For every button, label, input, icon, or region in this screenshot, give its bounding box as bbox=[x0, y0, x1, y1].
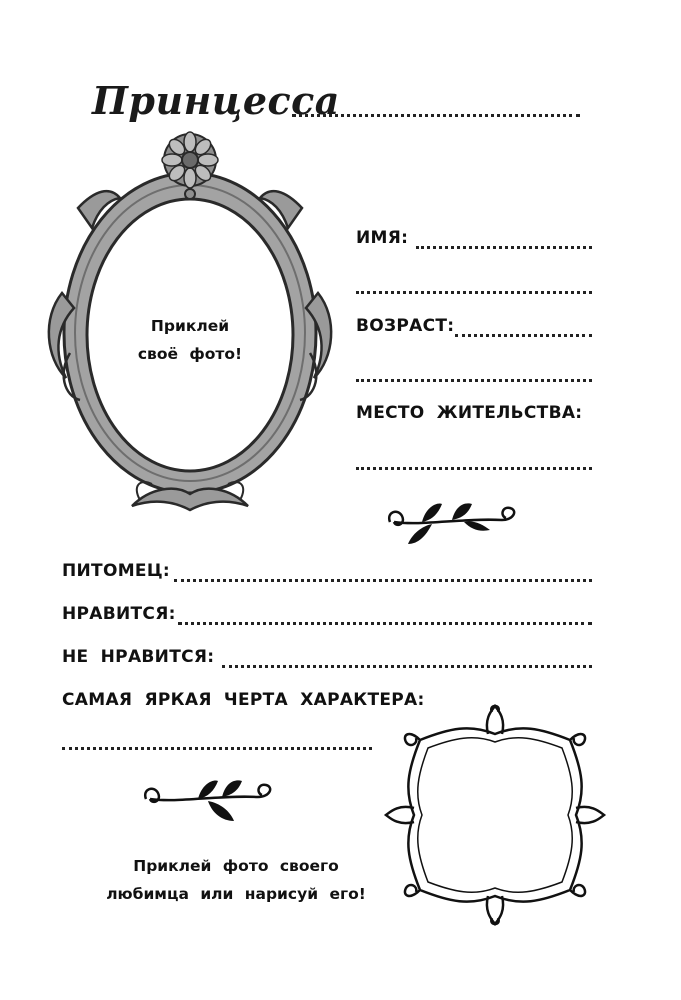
age-label: ВОЗРАСТ: bbox=[356, 316, 455, 336]
name-label: ИМЯ: bbox=[356, 228, 409, 248]
flower-ornament-icon bbox=[155, 128, 225, 203]
leaf-swirl-icon bbox=[138, 775, 278, 830]
name-line-1[interactable] bbox=[416, 246, 592, 249]
trait-label: САМАЯ ЯРКАЯ ЧЕРТА ХАРАКТЕРА: bbox=[62, 690, 425, 710]
photo-prompt[interactable]: Приклей своё фото! bbox=[137, 317, 243, 363]
pet-caption: Приклей фото своего любимца или нарисуй его! bbox=[106, 857, 366, 903]
page-title: Принцесса bbox=[92, 78, 340, 123]
leaf-swirl-icon bbox=[382, 500, 522, 550]
dislikes-label: НЕ НРАВИТСЯ: bbox=[62, 647, 215, 667]
residence-label: МЕСТО ЖИТЕЛЬСТВА: bbox=[356, 403, 583, 423]
trait-line[interactable] bbox=[62, 747, 372, 750]
likes-line[interactable] bbox=[178, 622, 592, 625]
age-line-2[interactable] bbox=[356, 379, 592, 382]
likes-label: НРАВИТСЯ: bbox=[62, 604, 176, 624]
title-dotted-line[interactable] bbox=[292, 114, 580, 117]
age-line-1[interactable] bbox=[455, 334, 592, 337]
residence-line[interactable] bbox=[356, 467, 592, 470]
dislikes-line[interactable] bbox=[222, 665, 592, 668]
decorative-frame-icon[interactable] bbox=[380, 700, 610, 930]
name-line-2[interactable] bbox=[356, 291, 592, 294]
pet-label: ПИТОМЕЦ: bbox=[62, 561, 171, 581]
pet-line[interactable] bbox=[174, 579, 592, 582]
